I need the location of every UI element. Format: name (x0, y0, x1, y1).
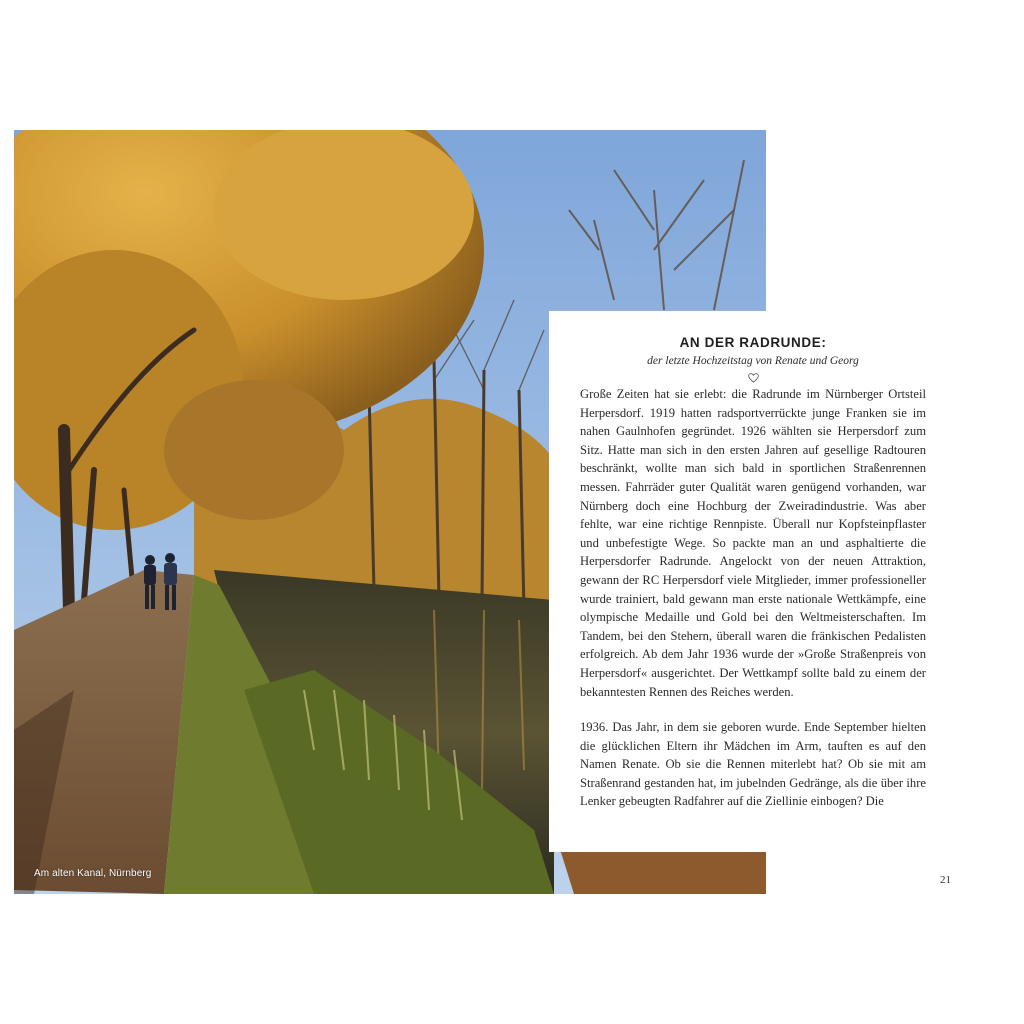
article-paragraph: Große Zeiten hat sie erlebt: die Radrunde im Nürnberger Ortsteil Herpersdorf. 1919 hatten radsportverrückte junge Franken sie im nahen Gaulnhofen gegründet. 1926 wählten sie Herpersdorf zum Sitz. Hatte man sich in den ersten Jahren auf gesellige Radtouren beschränkt, wollte man sich bald in sportlichen Straßenrennen messen. Fahrräder guter Qualität waren genügend vorhanden, war Nürnberg doch eine Hochburg der Zweiradindustrie. Was aber fehlte, war eine richtige Rennpiste. Überall nur Kopfsteinpflaster und unbefestigte Wege. So packte man an und asphaltierte die Herpersdorfer Radrunde. Angelockt von der neuen Attraktion, gewann der RC Herpersdorf viele Mitglieder, immer professioneller wurde trainiert, bald gewann man erste nationale Wettkämpfe, eine olympische Medaille und Gold bei den Weltmeisterschaften. Im Tandem, bei den Stehern, überall waren die fränkischen Pedalisten erfolgreich. Ab dem Jahr 1936 wurde der »Große Straßenpreis von Herpersdorf« ausgerichtet. Der Wettkampf sollte bald zu einem der bekanntesten Rennen des Reiches werden. (580, 387, 926, 699)
photo-caption: Am alten Kanal, Nürnberg (34, 868, 152, 879)
article-heading: AN DER RADRUNDE: (679, 335, 827, 350)
article-subheading: der letzte Hochzeitstag von Renate und Georg (647, 355, 859, 367)
page-number: 21 (940, 874, 951, 886)
article-paragraph: 1936. Das Jahr, in dem sie geboren wurde. Ende September hielten die glücklichen Eltern ihr Mädchen im Arm, tauften es auf den Namen Renate. Ob sie die Rennen miterlebt hat? Ob sie mit am Straßenrand gestanden hat, im jubelnden Gedränge, als die über ihre Lenker gebeugten Radfahrer auf die Ziellinie einbogen? Die (580, 720, 926, 809)
heart-icon (748, 373, 759, 383)
article-text-box (549, 311, 956, 852)
